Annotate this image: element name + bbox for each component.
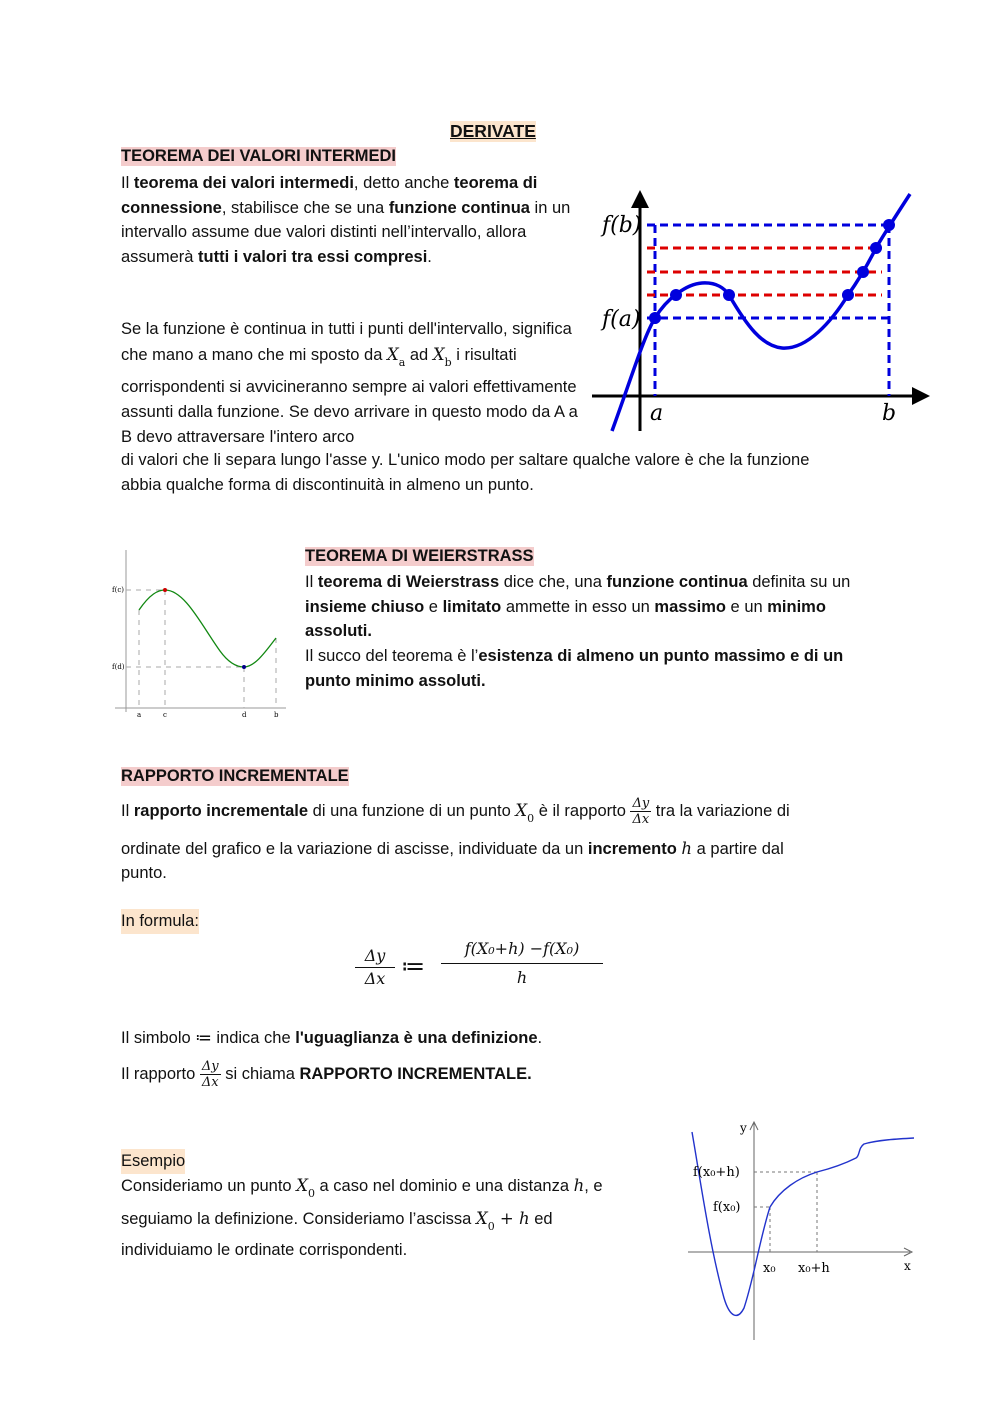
bold-text: teorema dei valori intermedi	[133, 174, 354, 192]
example-line-3: individuiamo le ordinate corrispondenti.	[121, 1241, 408, 1259]
a-label: a	[650, 401, 664, 426]
svg-text:f(x₀+h): f(x₀+h)	[693, 1165, 740, 1180]
formula-rhs: f(X₀+h) −f(X₀) h	[441, 935, 603, 992]
weierstrass-summary: Il succo del teorema è l’esistenza di almeno un punto massimo e di un punto minimo assoluti.	[305, 647, 844, 690]
svg-text:x₀: x₀	[763, 1261, 776, 1276]
text: , detto anche	[353, 174, 454, 192]
example-line-2: seguiamo la definizione. Consideriamo l’ascissa $X_0 + h$ ed	[121, 1209, 553, 1233]
text: , stabilisce che se una	[221, 198, 389, 217]
rapporto-line: Il rapporto $\frac{\Delta y}{\Delta x}$ si chiama RAPPORTO INCREMENTALE.	[121, 1059, 532, 1090]
formula-label: In formula:	[121, 909, 199, 934]
fa-label: f(a)	[602, 307, 641, 332]
b-label: b	[274, 711, 279, 719]
symbol-line: Il simbolo ≔ indica che l'uguaglianza è una definizione.	[121, 1029, 543, 1047]
bold-text: tutti i valori tra essi compresi	[198, 247, 428, 266]
ivt-paragraph-2-cont: di valori che li separa lungo l'asse y. L'unico modo per saltare qualche valore è che la funzione abbia qualche forma di discontinuità in almeno un punto.	[121, 451, 810, 494]
text: in un intervallo assume due valori distinti nell’intervallo, allora assumerà	[121, 198, 571, 266]
text: .	[427, 247, 432, 266]
b-label: b	[882, 401, 897, 426]
weierstrass-paragraph: Il teorema di Weierstrass dice che, una funzione continua definita su un insieme chiuso e limitato ammette in esso un massimo e un minimo assoluti.	[305, 573, 851, 640]
ivt-paragraph-2	[121, 317, 583, 450]
formula	[355, 935, 615, 995]
ri-line-1: Il rapporto incrementale di una funzione di un punto $X_0$ è il rapporto $\frac{\Delta y}{\Delta x}$ tra la variazione di	[121, 796, 790, 827]
weierstrass-figure	[110, 546, 290, 722]
ivt-figure	[592, 186, 937, 436]
a-label: a	[137, 711, 142, 719]
svg-text:x₀+h: x₀+h	[798, 1261, 830, 1276]
svg-text:y: y	[740, 1121, 747, 1135]
d-label: d	[242, 711, 247, 719]
ri-heading: RAPPORTO INCREMENTALE	[121, 767, 349, 785]
fb-label: f(b)	[602, 213, 642, 238]
svg-text:x: x	[904, 1259, 911, 1273]
example-label: Esempio	[121, 1149, 185, 1174]
xa-symbol: $X_a$	[386, 345, 406, 369]
example-line-1: Consideriamo un punto $X_0$ a caso nel dominio e una distanza h, e	[121, 1176, 603, 1200]
svg-text:f(x₀): f(x₀)	[713, 1200, 741, 1215]
ivt-heading: TEOREMA DEI VALORI INTERMEDI	[121, 147, 397, 165]
page-title: DERIVATE	[450, 121, 536, 141]
text: Il	[121, 174, 134, 192]
ivt-paragraph-1	[121, 171, 571, 269]
delta-fraction-2: $\frac{\Delta y}{\Delta x}$	[201, 1059, 219, 1090]
fc-label: f(c)	[112, 586, 124, 594]
ri-line-3: punto.	[121, 864, 167, 882]
delta-fraction: $\frac{\Delta y}{\Delta x}$	[632, 796, 650, 827]
x0-symbol: $X_0$	[515, 800, 535, 825]
text: ad	[405, 346, 433, 364]
ri-line-2: ordinate del grafico e la variazione di ascisse, individuate da un incremento h a partire dal	[121, 839, 784, 858]
bold-text: funzione continua	[388, 198, 530, 217]
formula-lhs: Δy Δx	[355, 945, 395, 990]
definition-symbol: ≔	[401, 952, 425, 980]
weierstrass-heading: TEOREMA DI WEIERSTRASS	[305, 547, 534, 565]
c-label: c	[163, 711, 167, 719]
example-figure	[688, 1118, 918, 1343]
fd-label: f(d)	[112, 663, 125, 671]
text: i risultati corrispondenti si avvicineranno sempre ai valori effettivamente assunti dalla funzione. Se devo arrivare in questo modo da A a B devo attraversare l'intero arco	[121, 346, 578, 446]
xb-symbol: $X_b$	[432, 345, 452, 369]
bold-text: teorema di connessione	[121, 174, 538, 217]
text: Se la funzione è continua in tutti i punti dell'intervallo, significa che mano a mano che mi sposto da	[121, 320, 572, 364]
